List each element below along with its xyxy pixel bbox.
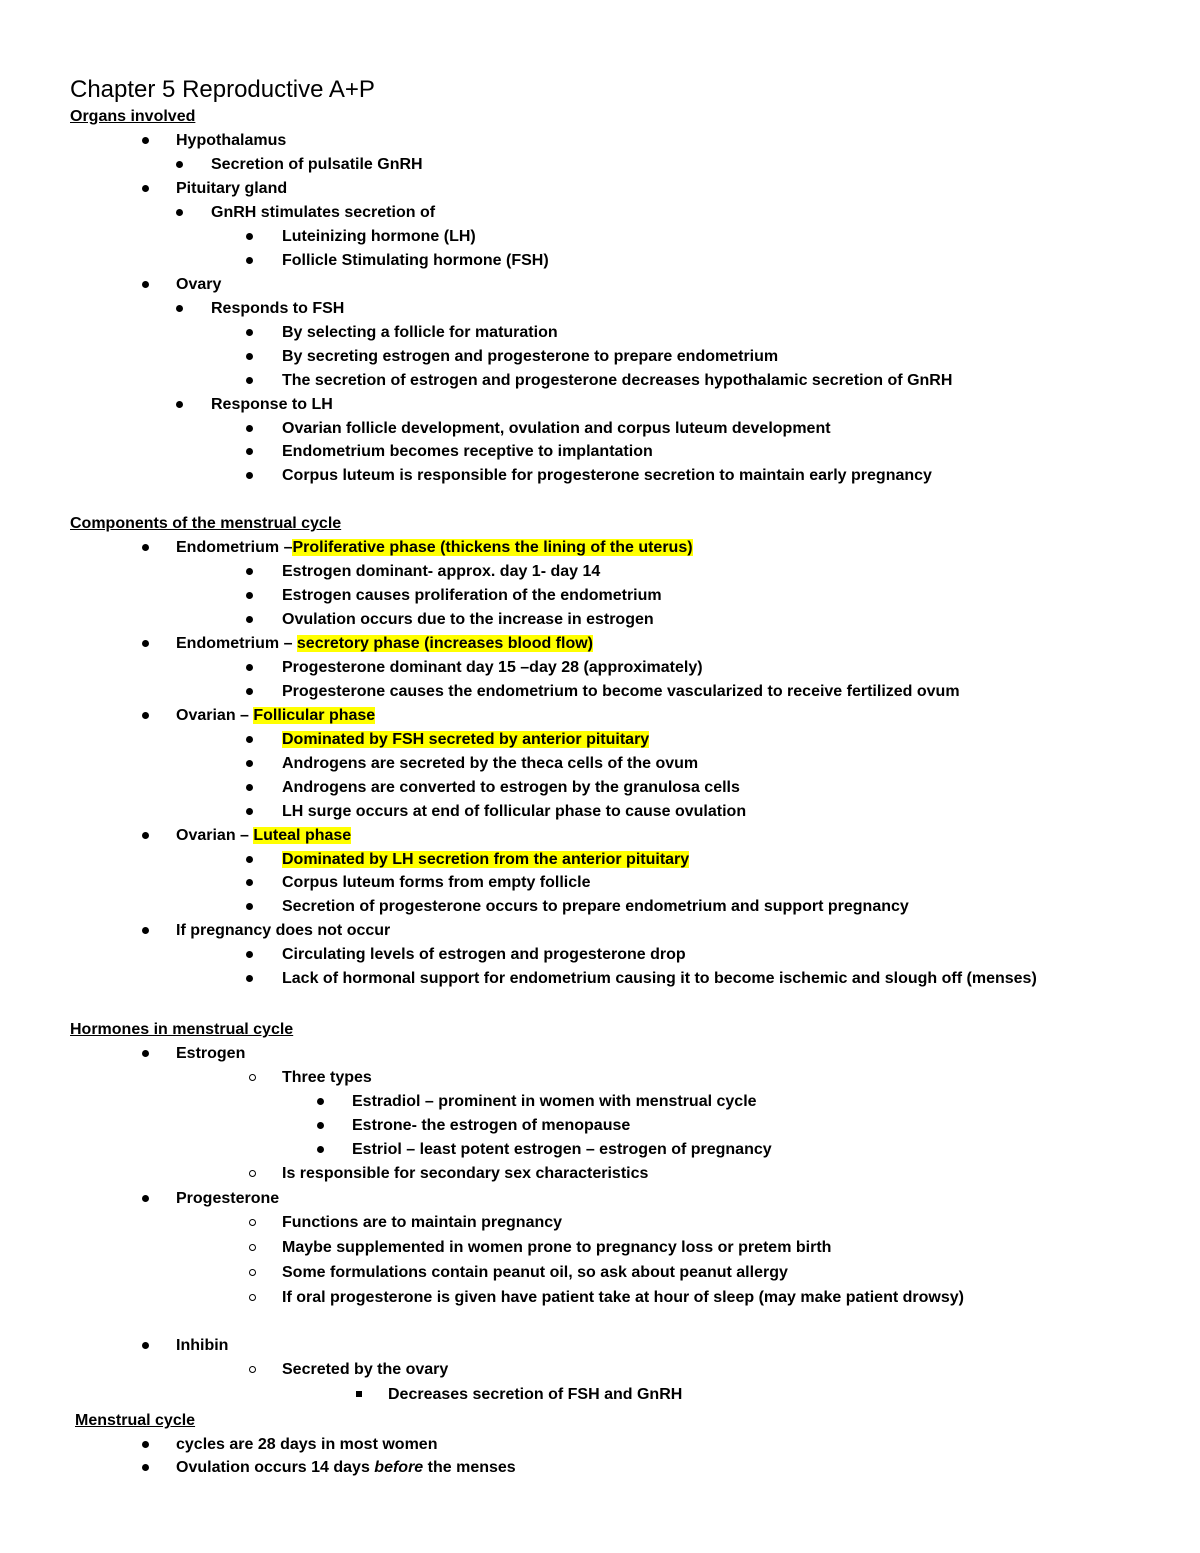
section-heading-components: Components of the menstrual cycle [70,515,342,532]
list-item: Is responsible for secondary sex characteristics [282,1165,649,1182]
list-item: Secretion of progesterone occurs to prepare endometrium and support pregnancy [282,898,909,915]
bullet-icon [176,161,183,168]
list-item: Secreted by the ovary [282,1361,449,1378]
bullet-icon [142,832,149,839]
bullet-icon [246,688,253,695]
section-heading-cycle: Menstrual cycle [75,1412,196,1429]
list-item: If oral progesterone is given have patient take at hour of sleep (may make patient drowsy) [282,1289,964,1306]
list-item: Ovulation occurs due to the increase in estrogen [282,611,654,628]
list-item: Corpus luteum is responsible for progesterone secretion to maintain early pregnancy [282,467,932,484]
square-bullet-icon [356,1391,362,1397]
item-text: Ovulation occurs 14 days [176,1459,375,1476]
list-item: Inhibin [176,1337,229,1354]
list-item [176,537,693,559]
bullet-icon [246,664,253,671]
list-item: Secretion of pulsatile GnRH [211,156,423,173]
list-item: Estrone- the estrogen of menopause [352,1117,631,1134]
circle-bullet-icon [249,1366,256,1373]
bullet-icon [142,281,149,288]
bullet-icon [246,448,253,455]
list-item [176,1457,516,1479]
highlighted-text: Follicular phase [253,707,376,724]
bullet-icon [246,425,253,432]
list-item: Androgens are secreted by the theca cells of the ovum [282,755,699,772]
bullet-icon [246,951,253,958]
list-item [176,633,593,655]
bullet-icon [246,353,253,360]
bullet-icon [142,1342,149,1349]
bullet-icon [246,736,253,743]
list-item: Estrogen dominant- approx. day 1- day 14 [282,563,601,580]
bullet-icon [142,1050,149,1057]
bullet-icon [246,784,253,791]
list-item: Decreases secretion of FSH and GnRH [388,1386,683,1403]
section-heading-organs: Organs involved [70,108,196,125]
bullet-icon [246,616,253,623]
emphasis-text: before [374,1459,424,1476]
list-item: Corpus luteum forms from empty follicle [282,874,591,891]
bullet-icon [246,808,253,815]
bullet-icon [142,544,149,551]
item-text: the menses [423,1459,516,1476]
bullet-icon [246,975,253,982]
bullet-icon [246,377,253,384]
list-item: Progesterone [176,1190,280,1207]
bullet-icon [142,137,149,144]
list-item: Responds to FSH [211,300,345,317]
list-item: Luteinizing hormone (LH) [282,228,476,245]
list-item: cycles are 28 days in most women [176,1436,438,1453]
list-item: Ovarian follicle development, ovulation and corpus luteum development [282,420,831,437]
list-item: Follicle Stimulating hormone (FSH) [282,252,549,269]
bullet-icon [317,1098,324,1105]
list-item: GnRH stimulates secretion of [211,204,436,221]
list-item: The secretion of estrogen and progesterone decreases hypothalamic secretion of GnRH [282,372,953,389]
bullet-icon [142,1195,149,1202]
list-item: Estrogen causes proliferation of the endometrium [282,587,662,604]
bullet-icon [246,568,253,575]
bullet-icon [246,592,253,599]
circle-bullet-icon [249,1074,256,1081]
section-heading-hormones: Hormones in menstrual cycle [70,1021,294,1038]
list-item: Ovary [176,276,222,293]
bullet-icon [246,329,253,336]
list-item [176,705,375,727]
list-item: By secreting estrogen and progesterone to prepare endometrium [282,348,779,365]
list-item: Circulating levels of estrogen and progesterone drop [282,946,686,963]
list-item: By selecting a follicle for maturation [282,324,558,341]
bullet-icon [246,903,253,910]
bullet-icon [246,472,253,479]
bullet-icon [176,305,183,312]
list-item: Lack of hormonal support for endometrium causing it to become ischemic and slough off (menses) [282,970,1037,987]
bullet-icon [246,879,253,886]
circle-bullet-icon [249,1170,256,1177]
circle-bullet-icon [249,1269,256,1276]
page-title: Chapter 5 Reproductive A+P [70,76,375,103]
bullet-icon [246,257,253,264]
bullet-icon [176,209,183,216]
bullet-icon [142,640,149,647]
list-item: Progesterone causes the endometrium to become vascularized to receive fertilized ovum [282,683,960,700]
highlighted-text: Proliferative phase (thickens the lining of the uterus) [292,539,693,556]
highlighted-text: Luteal phase [253,827,352,844]
list-item: Estradiol – prominent in women with menstrual cycle [352,1093,757,1110]
list-item: Maybe supplemented in women prone to pregnancy loss or pretem birth [282,1239,832,1256]
circle-bullet-icon [249,1219,256,1226]
bullet-icon [176,401,183,408]
list-item: Some formulations contain peanut oil, so ask about peanut allergy [282,1264,788,1281]
list-item [282,849,689,871]
highlighted-text: Dominated by FSH secreted by anterior pituitary [282,731,650,748]
list-item: Endometrium becomes receptive to implantation [282,443,653,460]
highlighted-text: Dominated by LH secretion from the anterior pituitary [282,851,690,868]
bullet-icon [142,712,149,719]
list-item: LH surge occurs at end of follicular phase to cause ovulation [282,803,747,820]
bullet-icon [246,856,253,863]
list-item: Estriol – least potent estrogen – estrogen of pregnancy [352,1141,772,1158]
list-item: Pituitary gland [176,180,288,197]
list-item: Hypothalamus [176,132,287,149]
bullet-icon [317,1122,324,1129]
bullet-icon [246,233,253,240]
bullet-icon [142,927,149,934]
list-item: Response to LH [211,396,333,413]
list-item: Three types [282,1069,372,1086]
list-item: Estrogen [176,1045,246,1062]
list-item [176,825,351,847]
list-item: If pregnancy does not occur [176,922,391,939]
bullet-icon [317,1146,324,1153]
bullet-icon [142,1441,149,1448]
highlighted-text: secretory phase (increases blood flow) [296,635,593,652]
bullet-icon [246,760,253,767]
list-item: Progesterone dominant day 15 –day 28 (approximately) [282,659,703,676]
item-prefix: Ovarian – [176,827,254,844]
circle-bullet-icon [249,1294,256,1301]
item-prefix: Endometrium – [176,635,297,652]
item-prefix: Endometrium – [176,539,293,556]
item-prefix: Ovarian – [176,707,254,724]
circle-bullet-icon [249,1244,256,1251]
list-item: Androgens are converted to estrogen by the granulosa cells [282,779,740,796]
bullet-icon [142,1464,149,1471]
list-item: Functions are to maintain pregnancy [282,1214,563,1231]
list-item [282,729,649,751]
bullet-icon [142,185,149,192]
